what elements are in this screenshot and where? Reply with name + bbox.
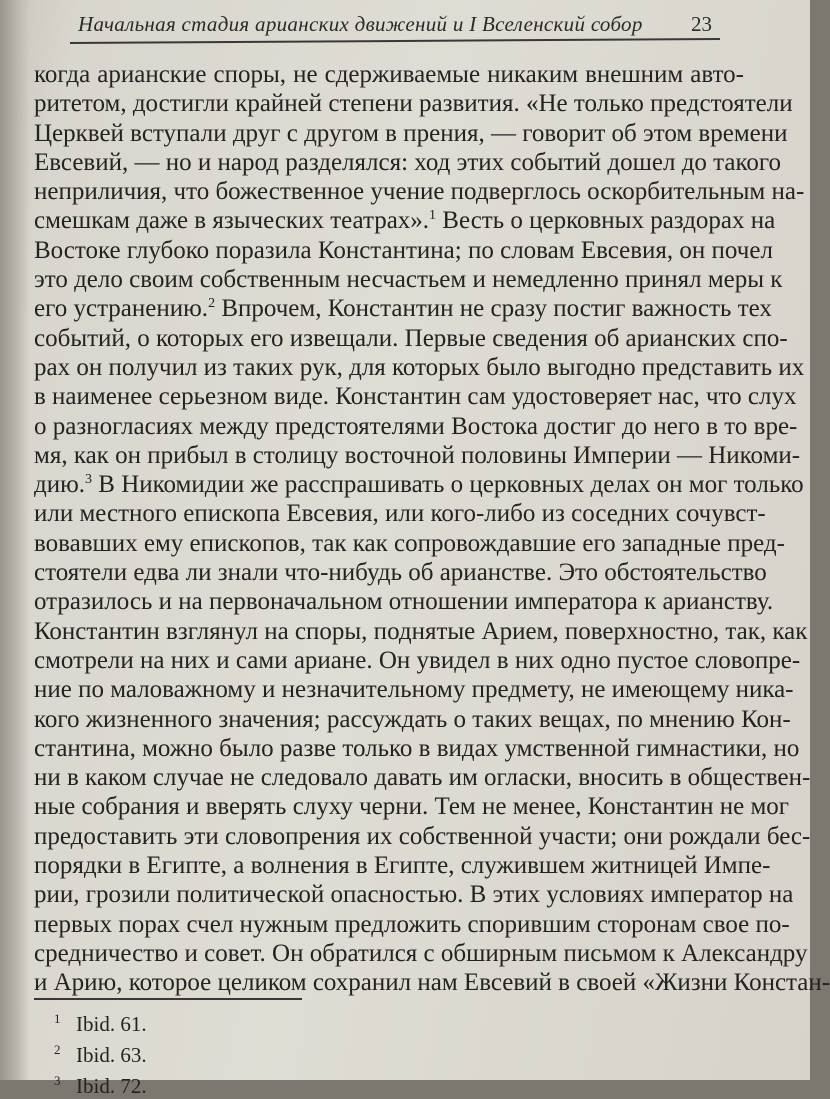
text-line: Церквей вступали друг с другом в прения, — говорит об этом времени <box>34 119 788 147</box>
header-rule <box>70 38 720 43</box>
footnote-number: 2 <box>54 1042 61 1057</box>
text-line: отразилось и на первоначальном отношении императора к арианству. <box>34 588 774 616</box>
text-line: Востоке глубоко поразила Константина; по словам Евсевия, он почел <box>34 236 773 264</box>
text-line: первых порах счел нужным предложить спорившим сторонам свое по- <box>34 910 790 938</box>
text-line: в наименее серьезном виде. Константин сам удостоверяет нас, что слух <box>34 383 797 411</box>
text-line: это дело своим собственным несчастьем и немедленно принял меры к <box>34 266 783 294</box>
text-segment: Впрочем, Константин не сразу постиг важность тех <box>215 295 772 323</box>
text-line: рии, грозили политической опасностью. В этих условиях император на <box>34 881 794 909</box>
running-header <box>78 6 718 38</box>
footnotes <box>54 1006 147 1099</box>
text-segment: его устранению. <box>34 295 209 323</box>
text-line <box>34 294 772 323</box>
text-line: стоятели едва ли знали что-нибудь об арианстве. Это обстоятельство <box>34 559 767 587</box>
footnote-text: Ibid. 63. <box>76 1043 147 1067</box>
footnote-text: Ibid. 72. <box>76 1074 147 1098</box>
text-line: ни в каком случае не следовало давать им огласки, вносить в обществен- <box>34 764 811 792</box>
text-line: и Арию, которое целиком сохранил нам Евсевий в своей «Жизни Констан- <box>34 969 830 997</box>
text-line: ные собрания и вверять слуху черни. Тем не менее, Константин не мог <box>34 793 790 821</box>
main-text <box>34 60 830 998</box>
text-line: мя, как он прибыл в столицу восточной половины Империи — Никоми- <box>34 441 801 469</box>
footnote-1 <box>54 1006 147 1037</box>
footnote-number: 3 <box>54 1073 61 1088</box>
text-line <box>34 470 804 499</box>
text-line: смотрели на них и сами ариане. Он увидел в них одно пустое словопре- <box>34 646 801 674</box>
text-line: ритетом, достигли крайней степени развития. «Не только предстоятели <box>34 90 793 118</box>
footnote-3 <box>54 1068 147 1099</box>
running-header-title: Начальная стадия арианских движений и I Вселенский собор <box>78 12 643 36</box>
footnote-rule <box>34 998 302 1000</box>
text-line: о разногласиях между предстоятелями Востока достиг до него в то вре- <box>34 412 798 440</box>
page-number: 23 <box>691 12 712 36</box>
text-line: когда арианские споры, не сдерживаемые никаким внешним авто- <box>34 61 744 88</box>
text-line: средничество и совет. Он обратился с обширным письмом к Александру <box>34 939 808 967</box>
text-line: вовавших ему епископов, так как сопровождавшие его западные пред- <box>34 529 785 557</box>
footnote-2 <box>54 1037 147 1068</box>
text-line: или местного епископа Евсевия, или кого-либо из соседних сочувст- <box>34 500 766 528</box>
text-segment: Весть о церковных раздорах на <box>436 207 776 235</box>
text-segment: В Никомидии же расспрашивать о церковных делах он мог только <box>92 471 804 499</box>
text-segment: смешкам даже в языческих театрах». <box>34 207 430 235</box>
text-line: предоставить эти словопрения их собственной участи; они рождали бес- <box>34 822 811 850</box>
footnote-number: 1 <box>54 1011 61 1026</box>
text-line: рах он получил из таких рук, для которых было выгодно представить их <box>34 353 805 381</box>
footnote-ref-1[interactable]: 1 <box>429 208 437 224</box>
page-gutter-shadow <box>0 0 30 1080</box>
text-line: ние по маловажному и незначительному предмету, не имеющему ника- <box>34 676 794 704</box>
text-line <box>34 206 776 235</box>
text-segment: дию. <box>34 471 86 499</box>
text-line: событий, о которых его извещали. Первые сведения об арианских спо- <box>34 324 788 352</box>
text-line: неприличия, что божественное учение подверглось оскорбительным на- <box>34 178 805 206</box>
text-line: Константин взглянул на споры, поднятые Арием, поверхностно, так, как <box>34 617 808 645</box>
text-line: Евсевий, — но и народ разделялся: ход этих событий дошел до такого <box>34 148 782 176</box>
text-line: кого жизненного значения; рассуждать о таких вещах, по мнению Кон- <box>34 705 791 733</box>
footnote-ref-3[interactable]: 3 <box>85 472 93 488</box>
footnote-text: Ibid. 61. <box>76 1012 147 1036</box>
text-line: порядки в Египте, а волнения в Египте, служившем житницей Импе- <box>34 852 771 880</box>
footnote-ref-2[interactable]: 2 <box>208 296 216 312</box>
text-line: стантина, можно было разве только в видах умственной гимнастики, но <box>34 734 800 762</box>
